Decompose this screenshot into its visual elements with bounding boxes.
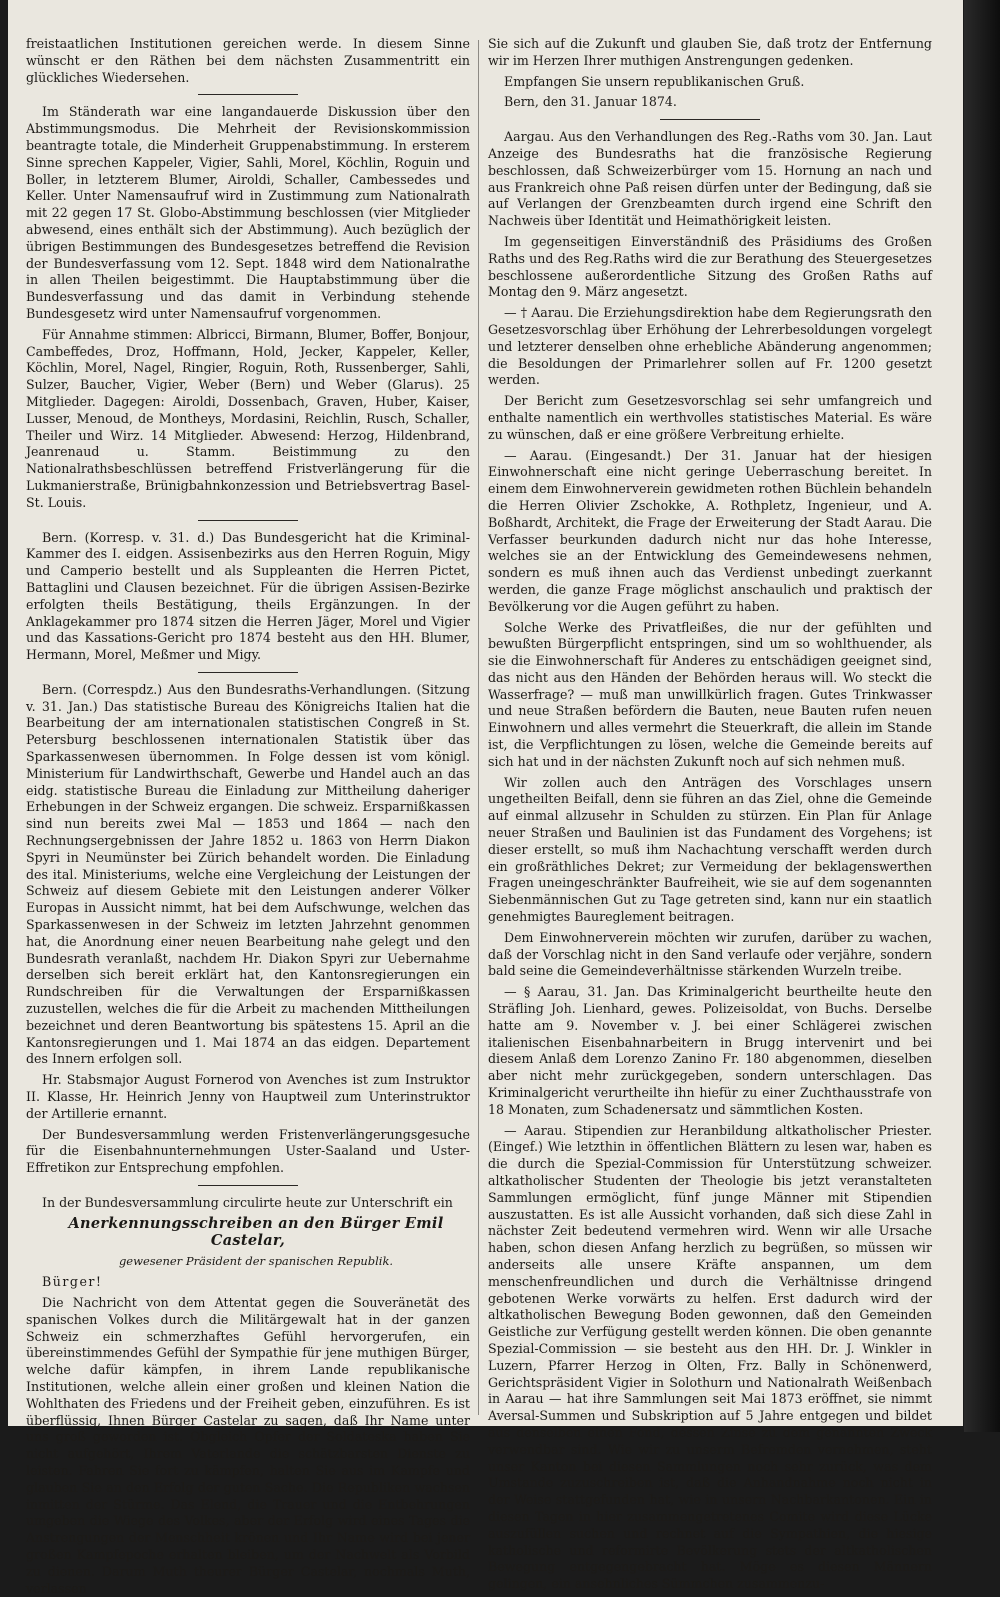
left-column bbox=[26, 36, 470, 1596]
article-aarau-eingesandt: — Aarau. (Eingesandt.) Der 31. Januar hat der hiesigen Einwohnerschaft eine nicht geringe Ueberraschung bereitet. In einem dem Einwohnerverein gewidmeten rothen Büchlein behandeln die Herren Olivier Zschokke, A. Rothpletz, Ingenieur, und A. Boßhardt, Architekt, die Frage der Erweiterung der Stadt Aarau. Die Verfasser beurkunden dadurch nicht nur das hohe Interesse, welches sie an der Entwicklung des Gemeindewesens nehmen, sondern es muß ihnen auch das Verdienst unbedingt zuerkannt werden, die ganze Frage möglichst anschaulich und praktisch der Bevölkerung vor die Augen geführt zu haben. bbox=[488, 447, 932, 614]
article-stipendien: — Aarau. Stipendien zur Heranbildung altkatholischer Priester. (Eingef.) Wie letzthin in öffentlichen Blättern zu lesen war, haben es die durch die Spezial-Commission für Unterstützung schweizer. altkatholischer Studenten der Theologie bis jetzt veranstalteten Sammlungen ermöglicht, fünf junge Männer mit Stipendien auszustatten. Es ist alle Aussicht vorhanden, daß sich diese Zahl in nächster Zeit bedeutend vermehren wird. Wenn wir alle Ursache haben, schon diesen Anfang herzlich zu begrüßen, so müssen wir anderseits alle unsere Kräfte anspannen, um dem menschenfreundlichen und durch die Verhältnisse dringend gebotenen Werke vorwärts zu helfen. Erst dadurch wird der altkatholischen Bewegung Boden gewonnen, daß den Gemeinden Geistliche zur Verfügung gestellt werden können. Die oben genannte Spezial-Commission — sie besteht aus den HH. Dr. J. Winkler in Luzern, Pfarrer Herzog in Olten, Frz. Bally in Schönenwerd, Gerichtspräsident Vigier in Solothurn und Nationalrath Weißenbach in Aarau — hat ihre Sammlungen seit Mai 1873 eröffnet, sie nimmt Aversal-Summen und Subskription auf 5 Jahre entgegen und bildet aus denselben einen Fond, dessen Zinse zu dem genannten Zweck verwendbar sind. Wie wir zu unserm Befremden vernehmen, steht unser Kanton bei diesen Sammlungen noch sehr zurück, was dem Umstande zuzuschreiben ist, daß die Anhandnahme noch nicht in der Weise stattgefunden hat, wie in unsern Nachbarkantonen. Ein in diesen Tagen in hier zusammengetretenes Comite wird diese Lücke auszufüllen suchen und rechnet auf die Sympathien, die hiesige katholische und reformirte Bevölkerung stets der altkatholischen Bewegung entgegengebracht hat. Möge es diesen Männern gelingen, ein ansehnliches Sümmchen zusammenzu- bbox=[488, 1122, 932, 1592]
article-aarau-erziehung: — † Aarau. Die Erziehungsdirektion habe dem Regierungsrath den Gesetzesvorschlag über Erhöhung der Lehrerbesoldungen vorgelegt und letzterer denselben ohne erhebliche Abänderung angenommen; die Besoldungen der Primarlehrer sollen auf Fr. 1200 gesetzt werden. bbox=[488, 305, 932, 388]
letter-closing: Empfangen Sie unsern republikanischen Gruß. bbox=[504, 73, 805, 89]
section-divider bbox=[198, 672, 298, 673]
letter-salutation: Bürger! bbox=[42, 1274, 103, 1290]
article-paragraph: Im gegenseitigen Einverständniß des Präsidiums des Großen Raths und des Reg.Raths wird die zur Berathung des Steuergesetzes beschlossene außerordentliche Sitzung des Großen Raths auf Montag den 9. März angesetzt. bbox=[488, 233, 932, 300]
article-vote-list: Für Annahme stimmen: Albricci, Birmann, Blumer, Boffer, Bonjour, Cambeffedes, Droz, Hoffmann, Hold, Jecker, Kappeler, Keller, Köchlin, Morel, Nagel, Ringier, Roguin, Roth, Russenberger, Sahli, Sulzer, Baucher, Vigier, Weber (Bern) und Weber (Glarus). 25 Mitglieder. Dagegen: Airoldi, Dossenbach, Graven, Huber, Kaiser, Lusser, Menoud, de Montheys, Mordasini, Reichlin, Rusch, Schaller, Theiler und Wirz. 14 Mitglieder. Abwesend: Herzog, Hildenbrand, Jeanrenaud u. Stamm. Beistimmung zu den Nationalrathsbeschlüssen betreffend Fristverlängerung für die Lukmanierstraße, Brünigbahnkonzession und Betriebsvertrag Basel-St. Louis. bbox=[26, 326, 470, 510]
letter-heading: Anerkennungsschreiben an den Bürger Emil Castelar, bbox=[68, 1214, 444, 1249]
article-paragraph: Hr. Stabsmajor August Fornerod von Avenches ist zum Instruktor II. Klasse, Hr. Heinrich Jenny von Hauptweil zum Unterinstruktor der Artillerie ernannt. bbox=[26, 1072, 470, 1121]
right-column bbox=[488, 36, 932, 1592]
article-paragraph: Der Bundesversammlung werden Fristenverlängerungsgesuche für die Eisenbahnunternehmungen Uster-Saaland und Uster-Effretikon zur Entsprechung empfohlen. bbox=[26, 1126, 470, 1176]
article-intro: In der Bundesversammlung circulirte heute zur Unterschrift ein bbox=[42, 1195, 453, 1210]
article-bundesgericht: Bern. (Korresp. v. 31. d.) Das Bundesgericht hat die Kriminal-Kammer des I. eidgen. Assisenbezirks aus den Herren Roguin, Migy und Camperio bestellt und als Suppleanten die Herren Pictet, Battaglini und Clausen bezeichnet. Für die übrigen Assisen-Bezirke erfolgten theils Bestätigung, theils Ergänzungen. In der Anklagekammer pro 1874 sitzen die Herren Jäger, Morel und Vigier und das Kassations-Gericht pro 1874 besteht aus den HH. Blumer, Hermann, Morel, Meßmer und Migy. bbox=[26, 529, 470, 663]
article-paragraph: freistaatlichen Institutionen gereichen werde. In diesem Sinne wünscht er den Räthen bei dem nächsten Zusammentritt ein glückliches Wiedersehen. bbox=[26, 36, 470, 85]
letter-body-continued: Sie sich auf die Zukunft und glauben Sie, daß trotz der Entfernung wir im Herzen Ihrer muthigen Anstrengungen gedenken. bbox=[488, 36, 932, 68]
article-paragraph: Wir zollen auch den Anträgen des Vorschlages unsern ungetheilten Beifall, denn sie führen an das Ziel, ohne die Gemeinde auf einmal allzusehr in Schulden zu stürzen. Ein Plan für Anlage neuer Straßen und Baulinien ist das Fundament des Vorgehens; ist dieser erstellt, so muß ihm Nachachtung verschafft werden durch ein großräthliches Dekret; zur Vermeidung der beklagenswerthen Fragen uneingeschränkter Baufreiheit, wie sie auf dem sogenannten Siebenmännischen Gut zu Tage getreten sind, kann nur ein staatlich genehmigtes Baureglement beitragen. bbox=[488, 774, 932, 925]
article-kriminalgericht: — § Aarau, 31. Jan. Das Kriminalgericht beurtheilte heute den Sträfling Joh. Lienhard, gewes. Polizeisoldat, von Buchs. Derselbe hatte am 9. November v. J. bei einer Schlägerei zwischen italienischen Eisenbahnarbeitern in Brugg intervenirt und bei diesem Anlaß dem Lorenzo Zanino Fr. 180 abgenommen, dieselben aber nicht mehr zurückgegeben, sondern unterschlagen. Das Kriminalgericht verurtheilte ihn hiefür zu einer Zuchthausstrafe von 18 Monaten, zum Schadenersatz und sämmtlichen Kosten. bbox=[488, 984, 932, 1117]
letter-dateline: Bern, den 31. Januar 1874. bbox=[504, 94, 677, 110]
section-divider bbox=[198, 520, 298, 521]
section-divider bbox=[660, 119, 760, 120]
newspaper-page bbox=[8, 0, 963, 1596]
article-staenderath: Im Ständerath war eine langandauerde Diskussion über den Abstimmungsmodus. Die Mehrheit der Revisionskommission beantragte totale, die Minderheit Gruppenabstimmung. In ersterem Sinne sprechen Kappeler, Vigier, Sahli, Morel, Köchlin, Roguin und Boller, in letzterem Blumer, Airoldi, Schaller, Cambessedes und Keller. Unter Namensaufruf wird in Zustimmung zum Nationalrath mit 22 gegen 17 St. Globo-Abstimmung beschlossen (vier Mitglieder abwesend, eines enthält sich der Abstimmung). Auch bezüglich der übrigen Bestimmungen des Bundesgesetzes betreffend die Revision der Bundesverfassung vom 12. Sept. 1848 wird dem Nationalrathe in allen Theilen beigestimmt. Die Hauptabstimmung über die Bundesverfassung und das damit in Verbindung stehende Bundesgesetz wird unter Namensaufruf vorgenommen. bbox=[26, 104, 470, 321]
article-paragraph: Der Bericht zum Gesetzesvorschlag sei sehr umfangreich und enthalte namentlich ein werthvolles statistisches Material. Es wäre zu wünschen, daß er eine größere Verbreitung erhielte. bbox=[488, 393, 932, 442]
article-paragraph: Solche Werke des Privatfleißes, die nur der gefühlten und bewußten Bürgerpflicht entspringen, sind um so wohlthuender, als sie die Einwohnerschaft für Anderes zu entschädigen geeignet sind, das nicht aus den Händen der Behörden heraus will. Wo steckt die Wasserfrage? — muß man unwillkürlich fragen. Gutes Trinkwasser und neue Straßen befördern die Bauten, neue Bauten rufen neuen Einwohnern und alles vermehrt die Steuerkraft, die allein im Stande ist, die Verpflichtungen zu lösen, welche die Gemeinde bereits auf sich hat und in der nächsten Zukunft noch auf sich nehmen muß. bbox=[488, 619, 932, 769]
page-edge-shadow bbox=[964, 0, 1000, 1432]
article-bundesrath: Bern. (Correspdz.) Aus den Bundesraths-Verhandlungen. (Sitzung v. 31. Jan.) Das statistische Bureau des Königreichs Italien hat die Bearbeitung der am internationalen statistischen Congreß in St. Petersburg beschlossenen internationalen Statistik über das Sparkassenwesen übernommen. In Folge dessen ist vom königl. Ministerium für Landwirthschaft, Gewerbe und Handel auch an das eidg. statistische Bureau die Einladung zur Mittheilung daheriger Erhebungen in der Schweiz ergangen. Die schweiz. Ersparnißkassen sind nun bereits zwei Mal — 1853 und 1864 — nach den Rechnungsergebnissen der Jahre 1852 u. 1863 von Herrn Diakon Spyri in Neumünster bei Zürich behandelt worden. Die Einladung des ital. Ministeriums, welche eine Vergleichung der Leistungen der Schweiz auf diesem Gebiete mit den Leistungen anderer Völker Europas in Aussicht nimmt, hat bei dem Aufschwunge, welchen das Sparkassenwesen in der Schweiz im letzten Jahrzehnt genommen hat, die Anordnung einer neuen Bearbeitung nahe gelegt und den Bundesrath veranlaßt, nachdem Hr. Diakon Spyri zur Uebernahme derselben sich bereit erklärt hat, den Kantonsregierungen ein Rundschreiben für die Verwaltungen der Ersparnißkassen zuzustellen, welches die für die Arbeit zu machenden Mittheilungen bezeichnet und deren Beantwortung bis spätestens 15. April an die Kantonsregierungen und 1. Mai 1874 an das eidgen. Departement des Innern erfolgen soll. bbox=[26, 681, 470, 1067]
article-aargau: Aargau. Aus den Verhandlungen des Reg.-Raths vom 30. Jan. Laut Anzeige des Bundesraths hat die französische Regierung beschlossen, daß Schweizerbürger vom 15. Hornung an nach und aus Frankreich ohne Paß reisen dürfen unter der Bedingung, daß sie auf Verlangen der Grenzbeamten durch irgend eine Schrift den Nachweis über Identität und Heimathörigkeit leisten. bbox=[488, 129, 932, 229]
section-divider bbox=[198, 94, 298, 95]
letter-body: Die Nachricht von dem Attentat gegen die Souveränetät des spanischen Volkes durch die Militärgewalt hat in der ganzen Schweiz ein schmerzhaftes Gefühl hervorgerufen, ein übereinstimmendes Gefühl der Sympathie für jene muthigen Bürger, welche dafür kämpfen, in ihrem Lande republikanische Institutionen, welche allein einer großen und kleinen Nation die Wohlthaten des Friedens und der Freiheit geben, einzuführen. Es ist überflüssig, Ihnen Bürger Castelar zu sagen, daß Ihr Name unter uns groß geworden ist. Obgleich Opfer der Soldateska haben Sie nicht aufgehört, Ihrem Vaterlande die schätzbarsten Dienste zu leisten. Fahren Sie fort zu kämpfen, halten Sie aus im Kampfe und glauben Sie an den Erfolg der guten Sache. Die Republiken wachsen inmitten der Stürme. Das Elend, die Trauer und die Entbehrungen umgeben die Wiege des Volkes, aber der Erfolg wird eines Tages die Anstrengungen der Menschheit krönen und Ihr Name wird bei jener großen Kampfepoche erhalten bleiben, um der Nachwelt als Vorbild zu dienen. Darum Muth theurer Bürger Castelar, nochmals Muth, verlassen bbox=[26, 1294, 470, 1596]
article-paragraph: Dem Einwohnerverein möchten wir zurufen, darüber zu wachen, daß der Vorschlag nicht in den Sand verlaufe oder verjähre, sondern bald seine die Gemeindeverhältnisse stärkenden Wurzeln treibe. bbox=[488, 929, 932, 979]
letter-subheading: gewesener Präsident der spanischen Republik. bbox=[118, 1254, 394, 1269]
column-divider bbox=[478, 40, 479, 1415]
section-divider bbox=[198, 1185, 298, 1186]
